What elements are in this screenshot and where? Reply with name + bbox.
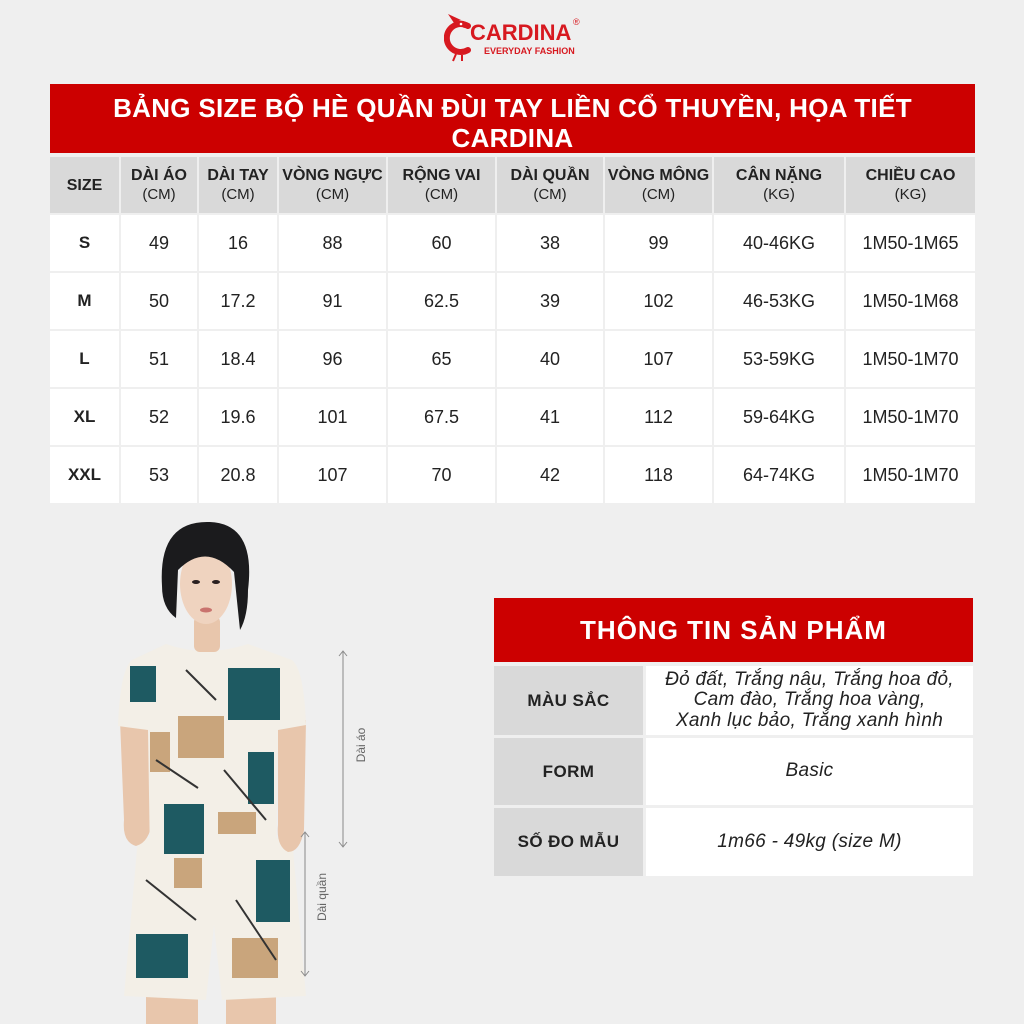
model-shorts xyxy=(124,838,306,1000)
cell-weight: 64-74KG xyxy=(714,447,844,503)
cell-sleeve-length: 18.4 xyxy=(199,331,277,387)
title-line-1: BẢNG SIZE BỘ HÈ QUẦN ĐÙI TAY LIỀN CỔ THUYỀN, HỌA TIẾT xyxy=(113,93,912,123)
column-header-unit: (CM) xyxy=(142,186,176,203)
cell-size: S xyxy=(50,215,119,271)
column-header-unit: (CM) xyxy=(533,186,567,203)
column-header-unit: (KG) xyxy=(894,186,927,203)
color-value-line: Xanh lục bảo, Trắng xanh hình xyxy=(675,709,944,731)
cell-top-length: 53 xyxy=(121,447,197,503)
cell-hip: 107 xyxy=(605,331,712,387)
cell-shoulder-width: 65 xyxy=(388,331,495,387)
cell-sleeve-length: 17.2 xyxy=(199,273,277,329)
cell-weight: 46-53KG xyxy=(714,273,844,329)
cell-shoulder-width: 70 xyxy=(388,447,495,503)
cell-weight: 53-59KG xyxy=(714,331,844,387)
model-measurements-value xyxy=(646,808,973,876)
cell-size: M xyxy=(50,273,119,329)
color-label: MÀU SẮC xyxy=(494,666,643,735)
size-chart-title xyxy=(50,84,975,153)
title-line-2: CARDINA xyxy=(451,123,574,153)
column-header-label: RỘNG VAI xyxy=(402,167,481,184)
cell-shorts-length: 42 xyxy=(497,447,603,503)
cell-size: XXL xyxy=(50,447,119,503)
cell-top-length: 49 xyxy=(121,215,197,271)
column-header-unit: (CM) xyxy=(221,186,255,203)
form-value xyxy=(646,738,973,805)
column-header-shoulder-width xyxy=(388,157,495,213)
cell-chest: 88 xyxy=(279,215,386,271)
cell-top-length: 52 xyxy=(121,389,197,445)
cell-size: XL xyxy=(50,389,119,445)
cell-height: 1M50-1M70 xyxy=(846,331,975,387)
column-header-unit: (KG) xyxy=(763,186,795,203)
cell-chest: 96 xyxy=(279,331,386,387)
column-header-unit: (CM) xyxy=(641,186,676,203)
size-table xyxy=(50,157,975,503)
color-value-line: Đỏ đất, Trắng nâu, Trắng hoa đỏ, xyxy=(665,668,954,690)
column-header-label: DÀI TAY xyxy=(207,167,269,184)
cell-shorts-length: 41 xyxy=(497,389,603,445)
model-photo xyxy=(106,520,324,1024)
column-header-hip xyxy=(605,157,712,213)
model-head xyxy=(162,522,249,652)
column-header-unit: (CM) xyxy=(315,186,350,203)
cell-sleeve-length: 16 xyxy=(199,215,277,271)
cell-weight: 40-46KG xyxy=(714,215,844,271)
column-header-shorts-length xyxy=(497,157,603,213)
cell-shoulder-width: 62.5 xyxy=(388,273,495,329)
column-header-label: DÀI QUẦN xyxy=(510,167,590,184)
column-header-label: VÒNG NGỰC xyxy=(282,167,383,184)
column-header-top-length xyxy=(121,157,197,213)
cell-sleeve-length: 20.8 xyxy=(199,447,277,503)
column-header-height xyxy=(846,157,975,213)
column-header-label: DÀI ÁO xyxy=(131,167,187,184)
registered-mark: ® xyxy=(573,17,580,27)
cell-hip: 112 xyxy=(605,389,712,445)
cell-hip: 102 xyxy=(605,273,712,329)
cell-weight: 59-64KG xyxy=(714,389,844,445)
cell-height: 1M50-1M68 xyxy=(846,273,975,329)
brand-logo xyxy=(444,12,584,64)
color-value-line: Cam đào, Trắng hoa vàng, xyxy=(693,689,926,711)
shorts-length-arrow-icon xyxy=(298,830,312,978)
brand-name: CARDINA xyxy=(470,20,572,45)
top-length-label: Dài áo xyxy=(354,727,368,763)
cell-shoulder-width: 67.5 xyxy=(388,389,495,445)
cell-hip: 118 xyxy=(605,447,712,503)
column-header-weight xyxy=(714,157,844,213)
cell-shorts-length: 39 xyxy=(497,273,603,329)
column-header-unit: (CM) xyxy=(424,186,459,203)
product-info-table xyxy=(494,666,973,876)
product-info xyxy=(494,598,973,876)
column-header-label: SIZE xyxy=(66,176,103,194)
column-header-size xyxy=(50,157,119,213)
brand-tagline: EVERYDAY FASHION xyxy=(484,46,575,56)
cell-chest: 107 xyxy=(279,447,386,503)
cell-top-length: 50 xyxy=(121,273,197,329)
column-header-label: CÂN NẶNG xyxy=(735,167,823,184)
cell-chest: 91 xyxy=(279,273,386,329)
form-label: FORM xyxy=(494,738,643,805)
cell-height: 1M50-1M70 xyxy=(846,447,975,503)
cell-chest: 101 xyxy=(279,389,386,445)
cell-size: L xyxy=(50,331,119,387)
column-header-label: VÒNG MÔNG xyxy=(607,167,710,184)
cell-height: 1M50-1M70 xyxy=(846,389,975,445)
color-value xyxy=(646,666,973,735)
top-length-arrow-icon xyxy=(336,649,350,849)
model-measurements-label: SỐ ĐO MẪU xyxy=(494,808,643,876)
cell-hip: 99 xyxy=(605,215,712,271)
column-header-sleeve-length xyxy=(199,157,277,213)
cell-height: 1M50-1M65 xyxy=(846,215,975,271)
cell-shorts-length: 40 xyxy=(497,331,603,387)
column-header-chest xyxy=(279,157,386,213)
cell-shoulder-width: 60 xyxy=(388,215,495,271)
form-value-text: Basic xyxy=(785,760,834,782)
shorts-length-label: Dài quần xyxy=(315,872,329,922)
product-info-title: THÔNG TIN SẢN PHẨM xyxy=(494,598,973,662)
model-measurements-text: 1m66 - 49kg (size M) xyxy=(717,830,902,852)
cell-top-length: 51 xyxy=(121,331,197,387)
column-header-label: CHIỀU CAO xyxy=(865,167,956,184)
cell-shorts-length: 38 xyxy=(497,215,603,271)
cell-sleeve-length: 19.6 xyxy=(199,389,277,445)
